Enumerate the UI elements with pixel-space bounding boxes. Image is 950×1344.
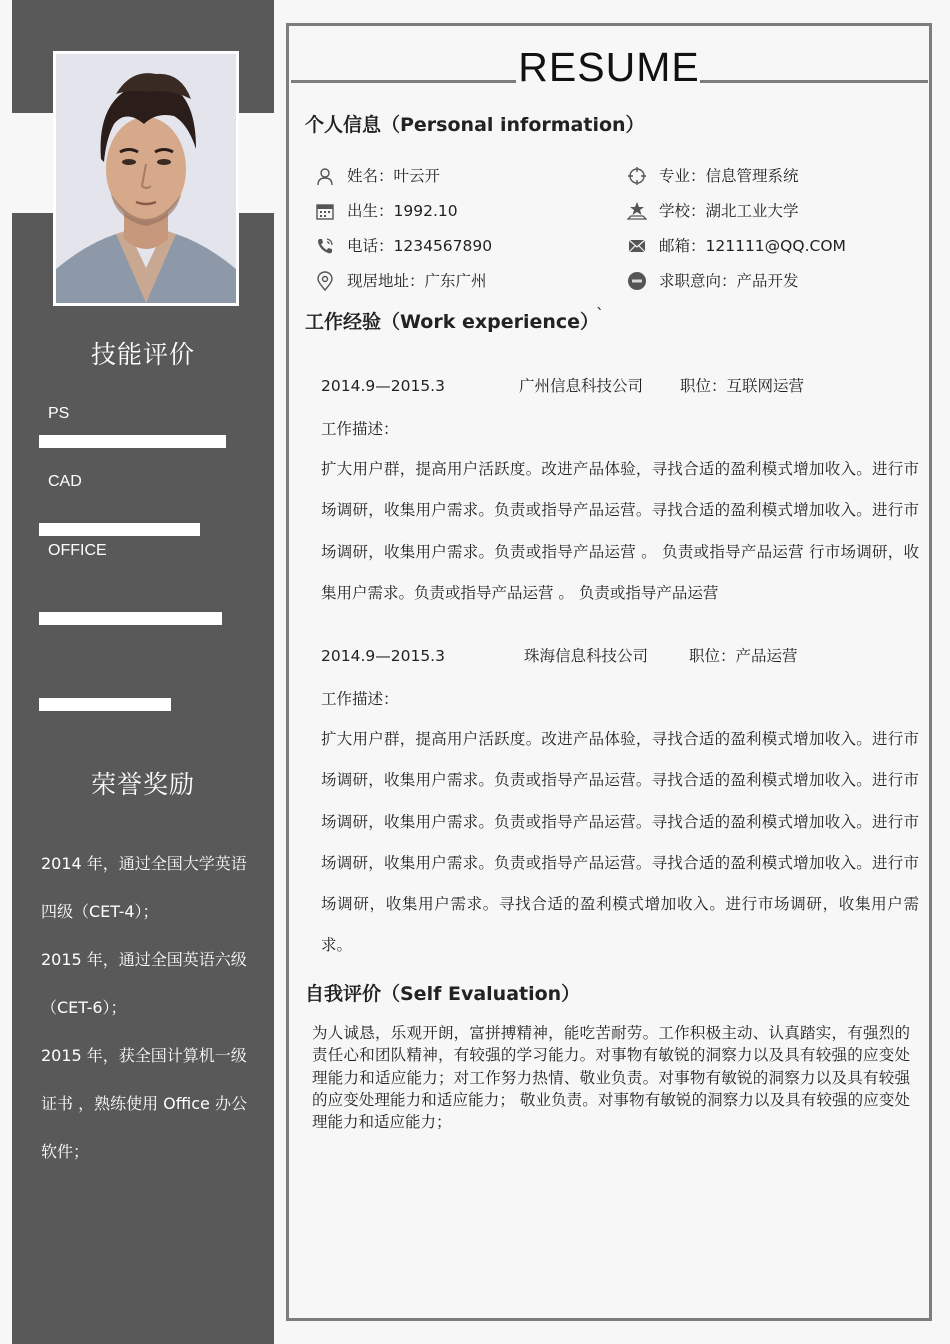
award-item: 2015 年，通过全国英语六级（CET-6）；: [41, 950, 247, 1017]
sidebar: [12, 0, 274, 1344]
award-item: 2015 年，获全国计算机一级证书 ，熟练使用 Office 办公软件；: [41, 1046, 247, 1161]
awards-list: [41, 840, 261, 1176]
skill-bar-ps: [39, 435, 226, 448]
skills-title: 技能评价: [90, 340, 195, 369]
award-item: 2014 年，通过全国大学英语四级（CET-4）；: [41, 854, 247, 921]
person-icon: [315, 166, 335, 186]
skill-label-cad: CAD: [48, 473, 82, 490]
skill-bar-office: [39, 612, 222, 625]
awards-title: 荣誉奖励: [90, 770, 195, 799]
badge-icon: [627, 271, 647, 291]
calendar-icon: [315, 201, 335, 221]
envelope-icon: [627, 236, 647, 256]
personal-info-heading: 个人信息（Personal information）: [305, 114, 645, 136]
skill-label-ps: PS: [48, 405, 70, 422]
job-description: 扩大用户群，提高用户活跃度。改进产品体验，寻找合适的盈利模式增加收入。进行市场调研，收集用户需求。负责或指导产品运营。寻找合适的盈利模式增加收入。进行市场调研，收集用户需求。负责或指导产品运营。寻找合适的盈利模式增加收入。进行市场调研，收集用户需求。负责或指导产品运营。寻找合适的盈利模式增加收入。进行市场调研，收集用户需求。寻找合适的盈利模式增加收入。进行市场调研，收集用户需求。: [321, 730, 919, 955]
title-rule-right: [700, 80, 928, 83]
info-major: [627, 164, 799, 188]
info-name-text: 姓名：叶云开: [347, 167, 441, 185]
info-name: [315, 164, 440, 188]
info-major-text: 专业：信息管理系统: [659, 167, 799, 185]
info-address: [315, 269, 487, 293]
info-email-text: 邮箱：121111@QQ.COM: [659, 237, 846, 255]
self-evaluation-text: 为人诚恳，乐观开朗，富拼搏精神，能吃苦耐劳。工作积极主动、认真踏实，有强烈的责任心和团队精神，有较强的学习能力。对事物有敏锐的洞察力以及具有较强的应变处理能力和适应能力；对工作努力热情、敬业负责。对事物有敏锐的洞察力以及具有较强的应变处理能力和适应能力； 敬业负责。对事物有敏锐的洞察力以及具有较强的应变处理能力和适应能力；: [312, 1024, 910, 1132]
phone-icon: [315, 236, 335, 256]
skill-bar-cad: [39, 523, 200, 536]
job-desc-label: 工作描述：: [321, 420, 399, 438]
job-desc-label: 工作描述：: [321, 690, 399, 708]
info-address-text: 现居地址：广东广州: [347, 272, 487, 290]
work-experience-heading: 工作经验（Work experience）: [305, 311, 600, 333]
page-title: RESUME: [518, 44, 700, 90]
info-intent: [627, 269, 799, 293]
crosshair-icon: [627, 166, 647, 186]
stray-mark: `: [596, 305, 604, 324]
info-intent-text: 求职意向：产品开发: [659, 272, 799, 290]
info-phone-text: 电话：1234567890: [347, 237, 493, 255]
info-birth: [315, 199, 458, 223]
info-birth-text: 出生：1992.10: [347, 202, 458, 220]
job-position: 职位：互联网运营: [680, 377, 805, 395]
info-phone: [315, 234, 492, 258]
info-email: [627, 234, 846, 258]
info-school-text: 学校：湖北工业大学: [659, 202, 799, 220]
skill-label-office: OFFICE: [48, 542, 107, 559]
job-company: 珠海信息科技公司: [524, 647, 649, 665]
job-period: 2014.9—2015.3: [321, 647, 445, 665]
job-description: 扩大用户群，提高用户活跃度。改进产品体验，寻找合适的盈利模式增加收入。进行市场调研，收集用户需求。负责或指导产品运营。寻找合适的盈利模式增加收入。进行市场调研，收集用户需求。负责或指导产品运营 。 负责或指导产品运营 行市场调研，收集用户需求。负责或指导产品运营 。 负责或指导产品运营: [321, 460, 919, 602]
job-period: 2014.9—2015.3: [321, 377, 445, 395]
star-podium-icon: [627, 201, 647, 221]
job-position: 职位：产品运营: [689, 647, 798, 665]
job-company: 广州信息科技公司: [519, 377, 644, 395]
self-evaluation-heading: 自我评价（Self Evaluation）: [305, 983, 581, 1005]
skill-bar-extra: [39, 698, 171, 711]
portrait-image: [56, 54, 236, 303]
title-rule-left: [291, 80, 516, 83]
profile-photo: [53, 51, 239, 306]
info-school: [627, 199, 799, 223]
location-pin-icon: [315, 271, 335, 291]
